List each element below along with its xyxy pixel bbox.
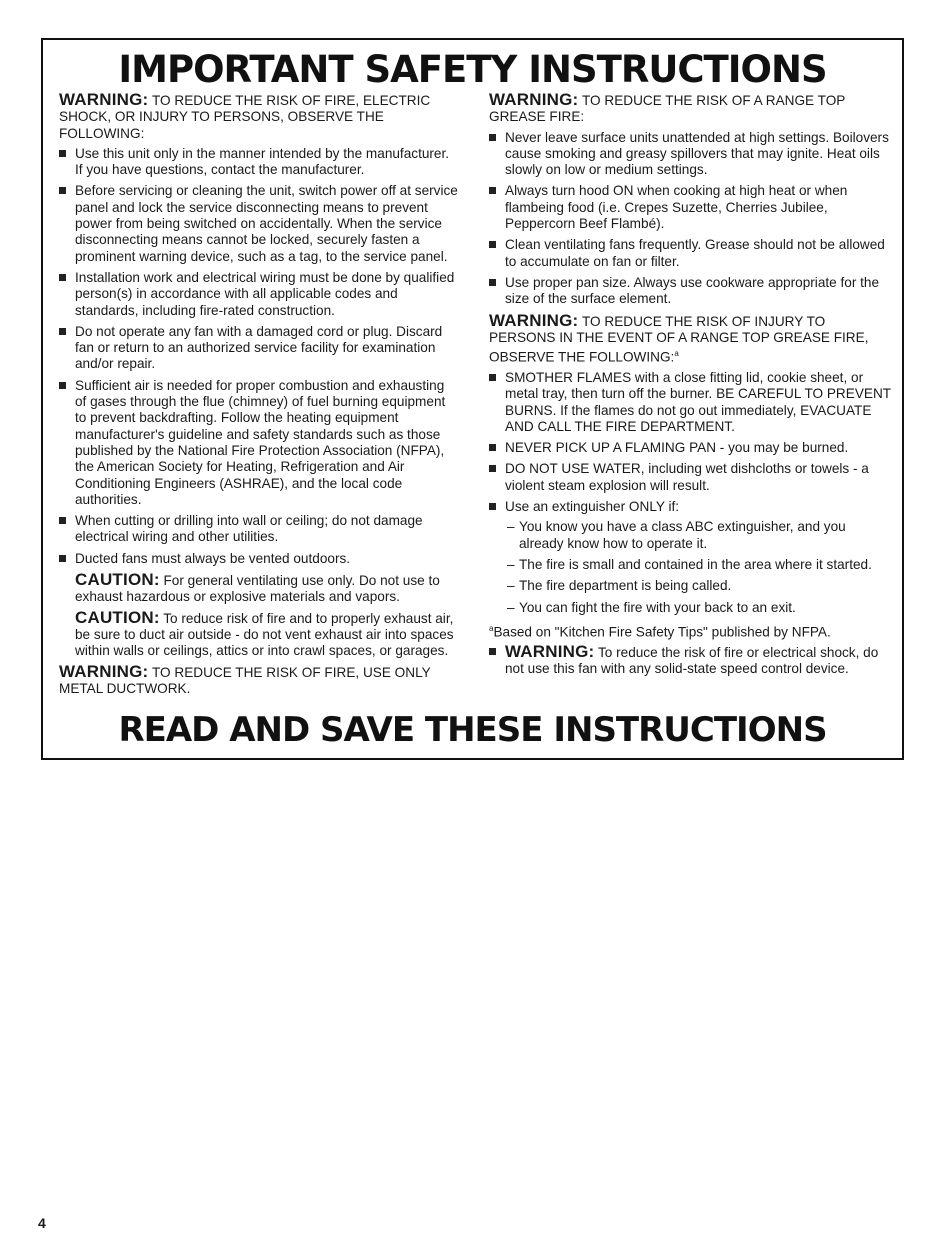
caution-keyword: CAUTION: [75,570,160,590]
list-item: – The fire is small and contained in the area where it started. [507,556,872,572]
left-bullet-list [59,146,459,567]
left-column [59,92,459,701]
square-bullet-icon [489,134,496,141]
list-item: SMOTHER FLAMES with a close fitting lid, cookie sheet, or metal tray, then turn off the burner. BE CAREFUL TO PREVENT BURNS. If the flames do not go out immediately, EVACUATE AND CALL THE FIRE DEPARTMENT. [489,370,894,435]
list-item: Use an extinguisher ONLY if: – You know you have a class ABC extinguisher, and you already know how to operate it. – The fire is small and contained in the area where it started. – The fire department is being called. – You can fight the fire with your back to an exit. [489,499,894,616]
list-item: Installation work and electrical wiring must be done by qualified person(s) in accordance with all applicable codes and standards, including fire-rated construction. [59,270,459,319]
speed-control-warning-list [489,641,894,678]
square-bullet-icon [59,517,66,524]
warning-ductwork [59,661,459,698]
list-item: Use proper pan size. Always use cookware appropriate for the size of the surface element. [489,275,894,308]
warning-text: TO REDUCE THE RISK OF INJURY TO PERSONS IN THE EVENT OF A RANGE TOP GREASE FIRE, OBSERVE THE FOLLOWING: [489,313,869,365]
list-item: Clean ventilating fans frequently. Grease should not be allowed to accumulate on fan or filter. [489,237,894,270]
grease-fire-response-list [489,370,894,616]
caution-keyword: CAUTION: [75,607,160,627]
caution-text: To reduce risk of fire and to properly exhaust air, be sure to duct air outside - do not vent exhaust air into spaces within walls or ceilings, attics or into crawl spaces, or garages. [75,610,454,659]
warning-keyword: WARNING: [505,641,595,661]
warning-fire-shock [59,92,459,142]
square-bullet-icon [489,503,496,510]
warning-keyword: WARNING: [489,90,579,109]
footnote-marker: a [674,349,679,359]
dash-marker: – [507,556,515,572]
square-bullet-icon [59,328,66,335]
warning-text: TO REDUCE THE RISK OF FIRE, USE ONLY METAL DUCTWORK. [59,664,431,696]
square-bullet-icon [59,555,66,562]
list-item: NEVER PICK UP A FLAMING PAN - you may be burned. [489,440,894,456]
list-item: Use this unit only in the manner intended by the manufacturer. If you have questions, contact the manufacturer. [59,146,459,179]
square-bullet-icon [489,374,496,381]
list-item: Do not operate any fan with a damaged cord or plug. Discard fan or return to an authorized service facility for examination and/or repair. [59,324,459,373]
square-bullet-icon [59,382,66,389]
list-item: Ducted fans must always be vented outdoors. [59,551,459,567]
footnote-text: Based on "Kitchen Fire Safety Tips" published by NFPA. [493,624,831,640]
grease-fire-list [489,130,894,308]
dash-marker: – [507,599,515,615]
warning-injury-grease-fire [489,310,894,366]
square-bullet-icon [489,648,496,655]
square-bullet-icon [59,187,66,194]
dash-marker: – [507,519,515,535]
footnote-marker: a [489,623,494,633]
dash-marker: – [507,578,515,594]
warning-keyword: WARNING: [59,661,149,681]
list-item: Never leave surface units unattended at high settings. Boilovers cause smoking and greasy spillovers that may ignite. Heat oils slowly on low or medium settings. [489,130,894,179]
page-number: 4 [38,1215,46,1231]
footnote [489,621,894,641]
right-column [489,92,894,682]
warning-text: TO REDUCE THE RISK OF A RANGE TOP GREASE FIRE: [489,93,846,125]
warning-keyword: WARNING: [489,310,579,330]
square-bullet-icon [489,241,496,248]
list-item: – You can fight the fire with your back to an exit. [507,599,796,615]
list-item: DO NOT USE WATER, including wet dishcloths or towels - a violent steam explosion will result. [489,461,894,494]
list-item: Sufficient air is needed for proper combustion and exhausting of gases through the flue (chimney) of fuel burning equipment to prevent backdrafting. Follow the heating equipment manufacturer's guideline and safety standards such as those published by the National Fire Protection Association (NFPA), the American Society for Heating, Refrigeration and Air Conditioning Engineers (ASHRAE), and the local code authorities. [59,378,459,508]
warning-keyword: WARNING: [59,90,149,109]
list-item: – You know you have a class ABC extinguisher, and you already know how to operate it. [507,519,846,551]
list-item: – The fire department is being called. [507,578,732,594]
caution-text: For general ventilating use only. Do not use to exhaust hazardous or explosive materials and vapors. [75,573,440,605]
caution-ventilating [59,572,459,606]
list-item: When cutting or drilling into wall or ceiling; do not damage electrical wiring and other utilities. [59,513,459,546]
list-item: WARNING: To reduce the risk of fire or electrical shock, do not use this fan with any solid-state speed control device. [489,644,894,678]
read-and-save-heading: READ AND SAVE THESE INSTRUCTIONS [118,710,827,750]
square-bullet-icon [489,279,496,286]
square-bullet-icon [489,444,496,451]
list-item: Always turn hood ON when cooking at high heat or when flambeing food (i.e. Crepes Suzette, Cherries Jubilee, Peppercorn Beef Flambé). [489,183,894,232]
square-bullet-icon [59,274,66,281]
page-title: IMPORTANT SAFETY INSTRUCTIONS [118,48,827,91]
safety-box [41,38,904,760]
caution-exhaust [59,607,459,660]
list-item: Before servicing or cleaning the unit, switch power off at service panel and lock the service disconnecting means to prevent power from being switched on accidentally. When the service disconnecting means cannot be locked, securely fasten a prominent warning device, such as a tag, to the service panel. [59,183,459,264]
square-bullet-icon [59,150,66,157]
square-bullet-icon [489,465,496,472]
square-bullet-icon [489,187,496,194]
warning-text: TO REDUCE THE RISK OF FIRE, ELECTRIC SHOCK, OR INJURY TO PERSONS, OBSERVE THE FOLLOWING: [59,93,431,141]
warning-grease-fire [489,92,894,126]
extinguisher-conditions [505,519,894,615]
